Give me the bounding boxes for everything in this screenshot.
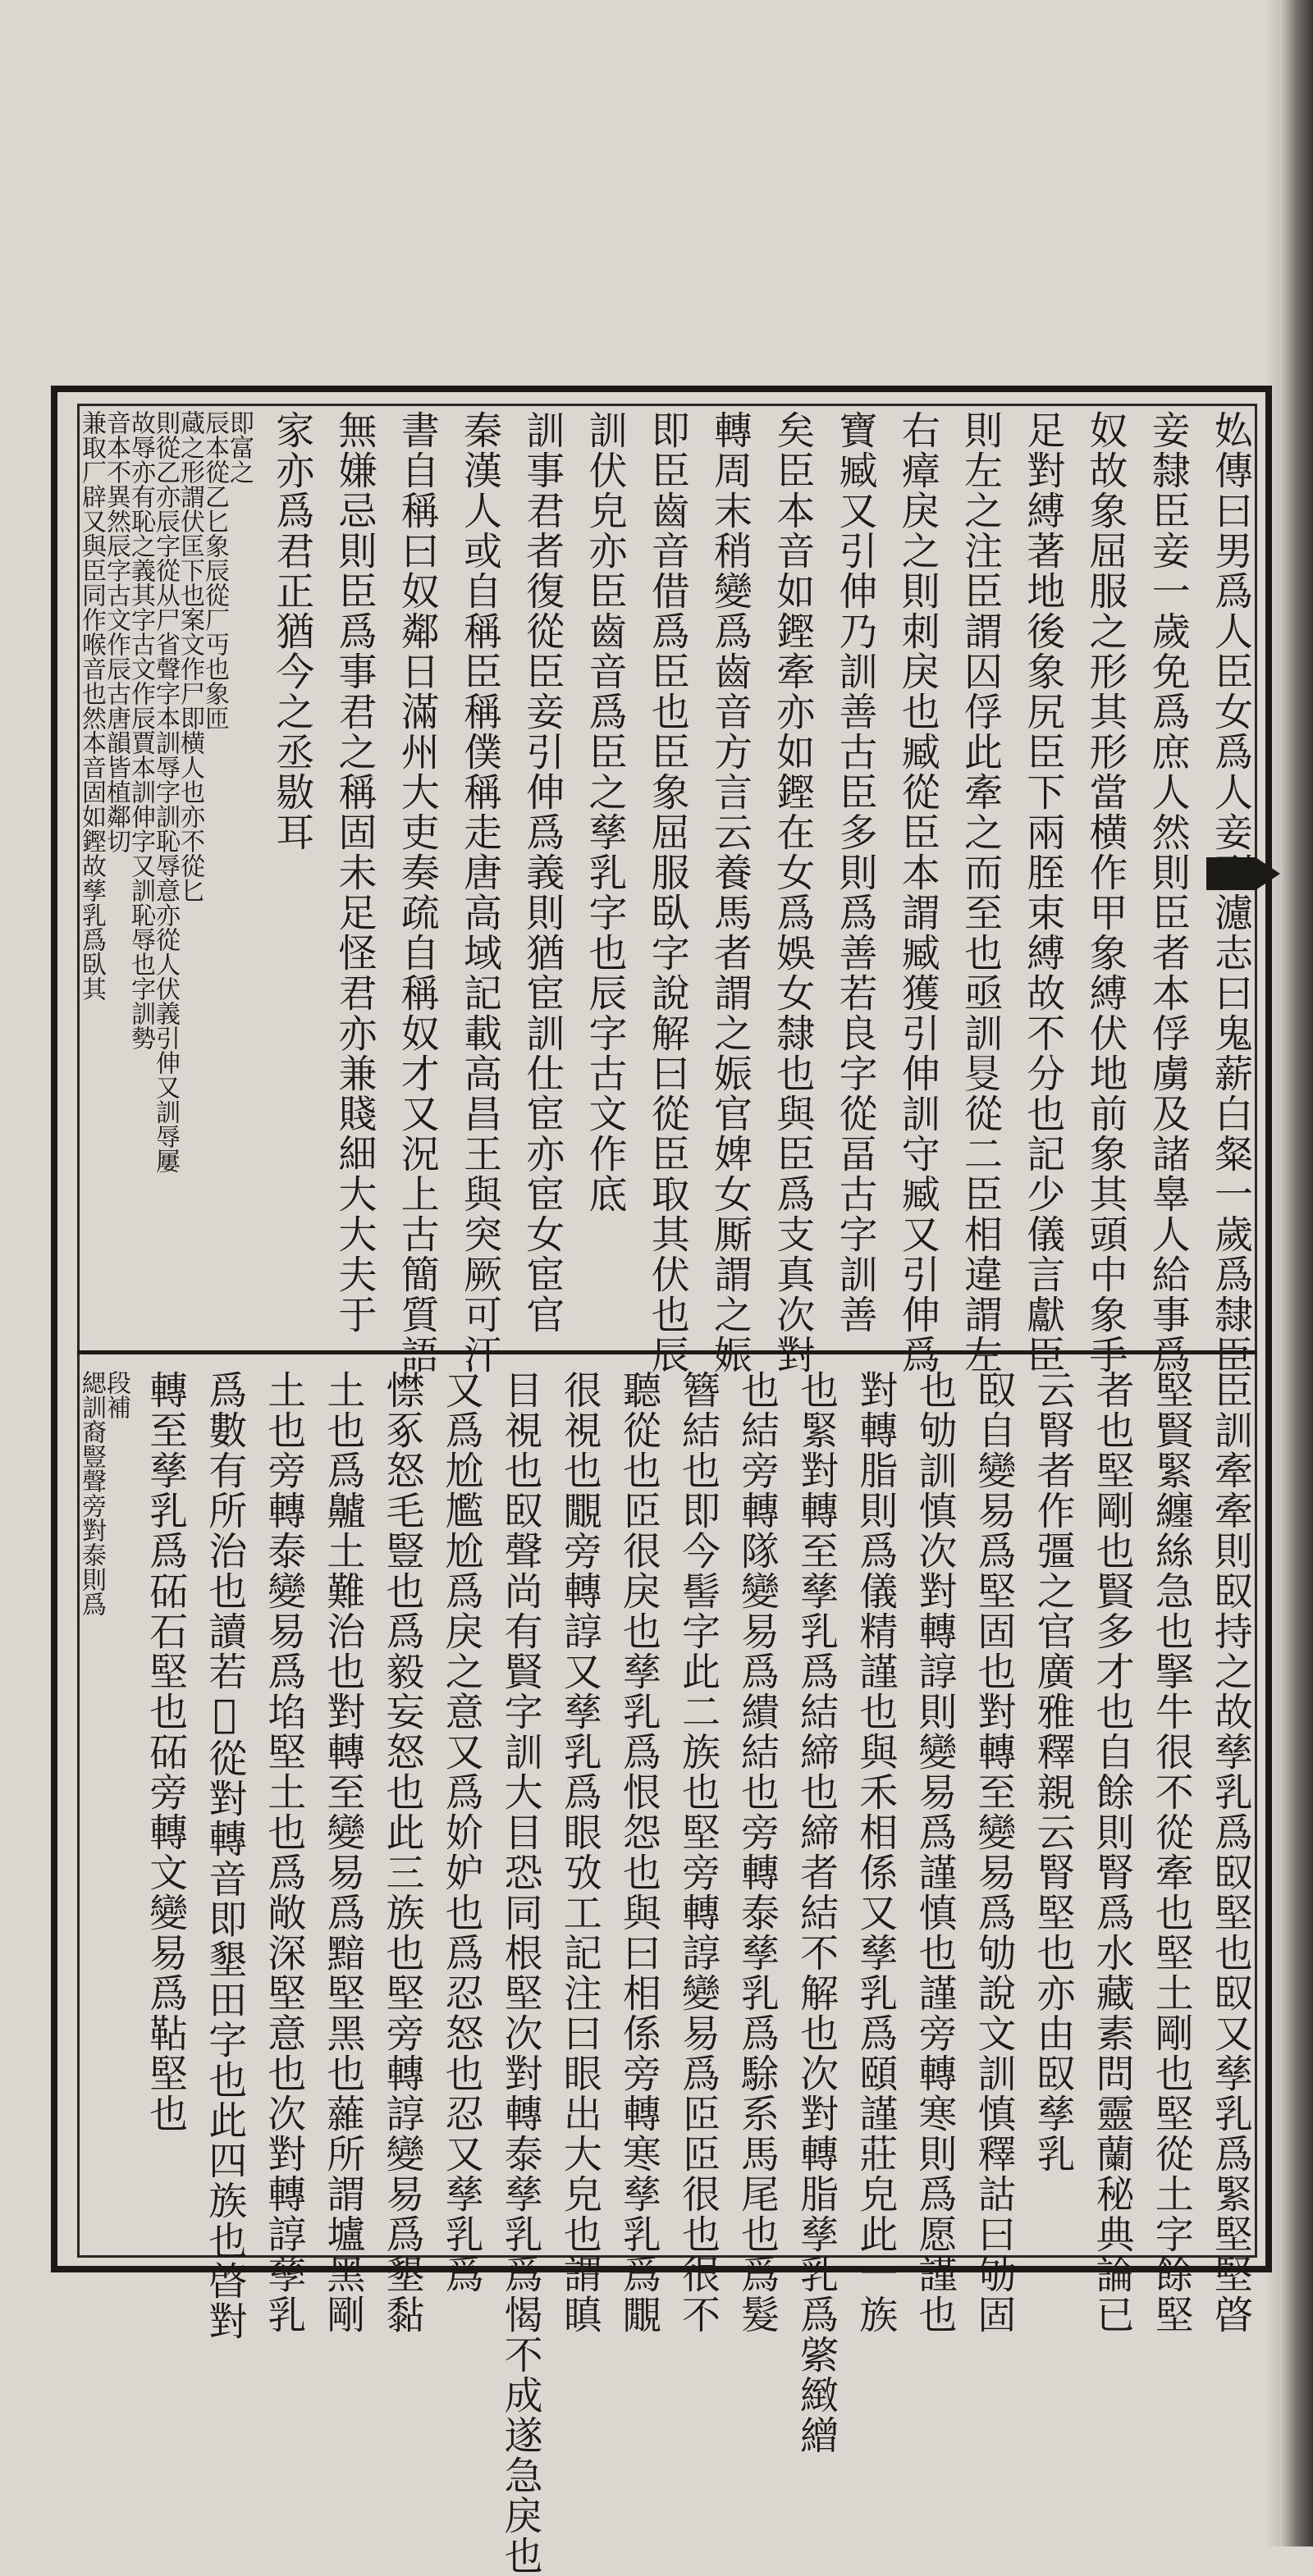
upper-small-note: 蔵之形謂伏匡下也案文作尸即横人也亦不從匕 bbox=[176, 410, 204, 902]
lower-column: 㦗豖怒毛豎也爲毅妄怒也此三族也堅旁轉諄變易爲墾黏 bbox=[379, 1370, 425, 2335]
lower-column: 也緊對轉至孳乳爲結締也締者結不解也次對轉脂孳乳爲綮緻繒 bbox=[794, 1370, 839, 2455]
upper-small-note: 音本不異然辰字古文作辰古唐韻皆植鄰切 bbox=[102, 410, 130, 853]
lower-column: 臤自變易爲堅固也對轉至變易爲劬說文訓慎釋詁曰劬固 bbox=[971, 1370, 1017, 2335]
upper-small-note: 故辱亦有恥之義其字古文作辰賈本訓伸字又訓恥辱也字訓勢 bbox=[126, 410, 155, 1050]
upper-column: 訓伏皃亦臣齒音爲臣之孳乳字也辰字古文作底 bbox=[582, 410, 628, 1214]
lower-small-note: 緦訓裔豎聲旁對泰則爲 bbox=[77, 1370, 106, 1616]
lower-column: 簪結也即今髻字此二族也堅旁轉諄變易爲𦣝𦣝很也很不 bbox=[675, 1370, 721, 2335]
page-edge bbox=[1280, 0, 1313, 2546]
upper-column: 家亦爲君正猶今之丞敭耳 bbox=[269, 410, 315, 852]
upper-small-note: 兼取厂辟又與臣同作喉音也然本音固如鏗故孳乳爲臥其 bbox=[77, 410, 106, 1001]
upper-column: 足對縛著地後象尻臣下兩胵束縛故不分也記少儀言獻臣 bbox=[1020, 410, 1066, 1375]
upper-column: 秦漢人或自稱臣稱僕稱走唐高域記載高昌王與突厥可汗 bbox=[457, 410, 502, 1375]
lower-column: 聽從也𦣝很戾也孳乳爲恨怨也與曰相係旁轉寒孳乳爲覵 bbox=[615, 1370, 661, 2335]
lower-column: 也結旁轉隊變易爲繢結也旁轉泰孳乳爲駼系馬尾也爲髮 bbox=[734, 1370, 780, 2335]
lower-text-block bbox=[77, 1370, 1253, 2576]
lower-column: 目視也臤聲尚有賢字訓大目恐同根堅次對轉泰孳乳爲愒不成遂急戾也 bbox=[497, 1370, 543, 2576]
lower-column: 臣訓牽牽則臤持之故孳乳爲臤堅也臤又孳乳爲緊堅堅晵 bbox=[1207, 1370, 1253, 2335]
lower-column: 土也旁轉泰變易爲埳堅土也爲敞深堅意也次對轉諄孳乳 bbox=[261, 1370, 307, 2335]
upper-column: 右瘴戾之則刺戾也臧從臣本謂臧獲引伸訓守臧又引伸爲 bbox=[894, 410, 940, 1375]
upper-column: 寶臧又引伸乃訓善古臣多則爲善若良字從畐古字訓善 bbox=[832, 410, 878, 1335]
lower-column: 又爲尬尷尬爲戾之意又爲妎妒也爲忍怒也忍又孳乳爲 bbox=[438, 1370, 484, 2295]
lower-column: 很視也覵旁轉諄又孳乳爲眼攷工記注曰眼出大皃也謂瞋 bbox=[556, 1370, 602, 2335]
lower-column: 轉至孳乳爲砳石堅也砳旁轉文變易爲䩞堅也 bbox=[143, 1370, 189, 2134]
upper-column: 則左之注臣謂囚俘此牽之而至也亟訓𠭁從二臣相違謂左 bbox=[958, 410, 1003, 1375]
lower-column: 對轉脂則爲儀精謹也與禾相係又孳乳爲頤謹莊皃此一族 bbox=[853, 1370, 899, 2335]
upper-column: 訓事君者復從臣妾引伸爲義則猶宦訓仕宦亦宦女宦官 bbox=[519, 410, 565, 1335]
upper-small-note: 即富之 bbox=[225, 410, 254, 484]
lower-column: 者也堅剛也賢多才也自餘則腎爲水藏素問靈蘭秘典論已 bbox=[1089, 1370, 1135, 2335]
upper-annotations bbox=[77, 410, 254, 1354]
lower-column: 堅賢緊纏絲急也掔牛很不從牽也堅土剛也堅從土字餘堅 bbox=[1148, 1370, 1194, 2335]
upper-text-block bbox=[77, 410, 1253, 1375]
upper-column: 妾隸臣妾一歲免爲庶人然則臣者本俘虜及諸辠人給事爲 bbox=[1145, 410, 1191, 1375]
lower-column: 也劬訓慎次對轉諄則變易爲謹慎也謹旁轉寒則爲愿謹也 bbox=[912, 1370, 958, 2335]
upper-small-note: 則從乙亦辰字從从尸省聲字本訓辱字訓恥辱意亦從人伏義引伸又訓辱屢 bbox=[151, 410, 180, 1173]
lower-column: 土也爲齇土難治也對轉至變易爲黯堅黑也䕹所謂壚黑剛 bbox=[320, 1370, 366, 2335]
upper-column: 𡚸傳曰男爲人臣女爲人妾刑濾志曰鬼薪白粲一歲爲隸臣 bbox=[1208, 410, 1253, 1375]
lower-annotations bbox=[79, 1370, 128, 2264]
upper-column: 書自稱曰奴鄰日滿州大吏奏疏自稱奴才又況上古簡質語 bbox=[394, 410, 440, 1375]
upper-small-note: 辰本從乙匕象辰從厂丏也象匝 bbox=[200, 410, 229, 730]
upper-column: 奴故象屈服之形其形當横作甲象縛伏地前象其頭中象手 bbox=[1082, 410, 1128, 1375]
lower-column: 爲數有所治也讀若𦐔從對轉音即墾田字也此四族也晵對 bbox=[202, 1370, 248, 2341]
upper-column: 轉周末稍變爲齒音方言云養馬者謂之娠官婢女厮謂之娠 bbox=[707, 410, 753, 1375]
lower-column: 云腎者作彊之官廣雅釋親云腎堅也亦由臤孳乳 bbox=[1030, 1370, 1076, 2174]
lower-small-note: 段補 bbox=[102, 1370, 130, 1419]
upper-column: 即臣齒音借爲臣也臣象屈服臥字說解曰從臣取其伏也辰 bbox=[644, 410, 690, 1375]
upper-column: 矣臣本音如鏗牽亦如鏗在女爲娛女隸也與臣爲支真次對 bbox=[770, 410, 816, 1375]
upper-column: 無嫌忌則臣爲事君之稱固未足怪君亦兼賤細大大夫于 bbox=[332, 410, 377, 1335]
